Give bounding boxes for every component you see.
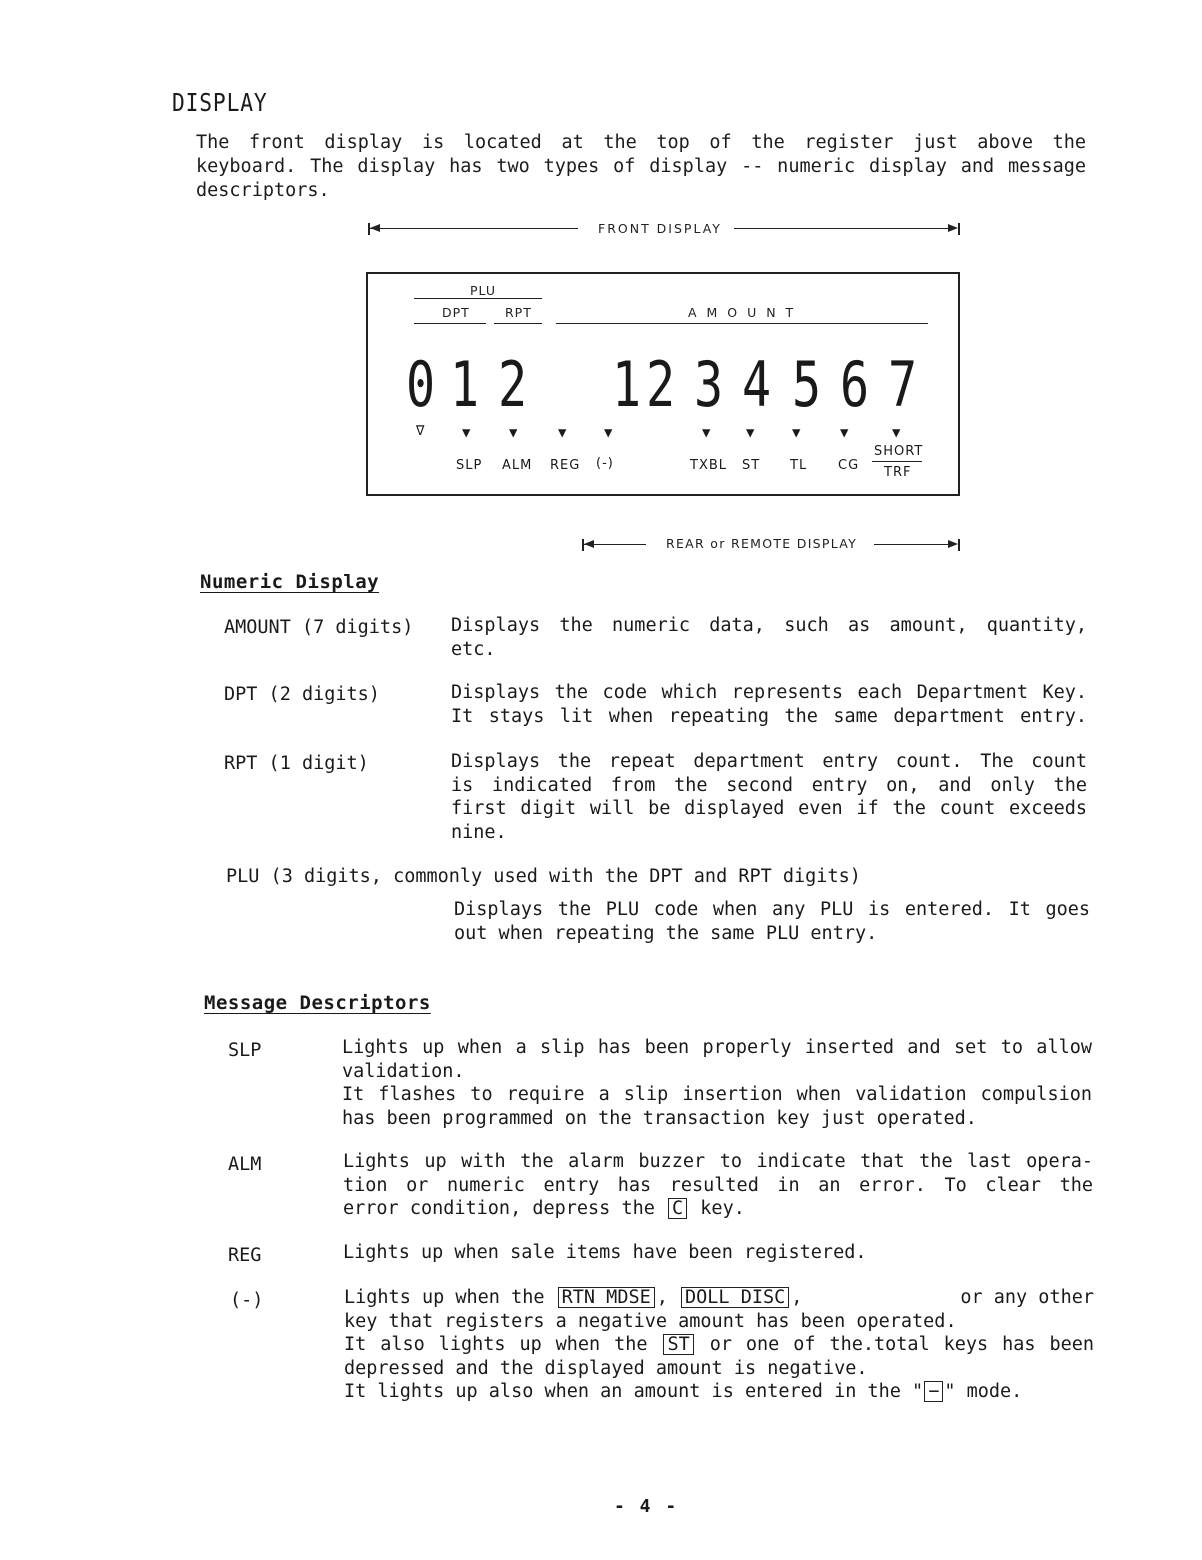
amount-term: AMOUNT (7 digits) bbox=[224, 617, 414, 638]
indicator-tl: TL bbox=[790, 458, 808, 473]
alm-description: Lights up with the alarm buzzer to indicate that the last opera- tion or numeric entry has resulted in an error. To clear the error condition, depress the C key. bbox=[343, 1151, 1093, 1219]
marker-slp: ▼ bbox=[462, 425, 471, 441]
rpt-label: RPT bbox=[505, 305, 532, 320]
amount-description: Displays the numeric data, such as amount, quantity, etc. bbox=[451, 615, 1087, 660]
intro-paragraph: The front display is located at the top of the register just above the keyboard. The display has two types of display -- numeric display and message descriptors. bbox=[196, 132, 1086, 201]
marker-txbl: ▼ bbox=[702, 425, 711, 441]
page-number: - 4 - bbox=[614, 1496, 679, 1517]
plu-overline bbox=[414, 298, 542, 299]
marker-short-trf: ▼ bbox=[892, 425, 901, 441]
amount-label: A M O U N T bbox=[688, 305, 797, 320]
short-trf-divider bbox=[872, 461, 922, 462]
marker-tl: ▼ bbox=[792, 425, 801, 441]
amount-underline bbox=[556, 323, 928, 324]
rpt-digit: 2 bbox=[498, 348, 528, 421]
minus-key-box: − bbox=[924, 1381, 943, 1402]
open-marker: ∇ bbox=[416, 423, 425, 439]
marker-cg: ▼ bbox=[840, 425, 849, 441]
minus-term: (-) bbox=[230, 1290, 264, 1311]
indicator-st: ST bbox=[742, 458, 761, 473]
front-display-label: FRONT DISPLAY bbox=[598, 221, 722, 236]
rear-display-label: REAR or REMOTE DISPLAY bbox=[666, 536, 858, 551]
amount-digit-3: 3 bbox=[694, 348, 724, 421]
marker-st: ▼ bbox=[746, 425, 755, 441]
indicator-minus: (-) bbox=[596, 456, 614, 471]
amount-digit-7: 7 bbox=[888, 348, 918, 421]
marker-minus: ▼ bbox=[604, 425, 613, 441]
clear-key-box: C bbox=[668, 1198, 687, 1219]
rpt-description: Displays the repeat department entry count. The count is indicated from the second entry on, and only the first digit will be displayed even if the count exceeds nine. bbox=[451, 751, 1087, 843]
indicator-slp: SLP bbox=[456, 458, 483, 473]
plu-description: Displays the PLU code when any PLU is entered. It goes out when repeating the same PLU entry. bbox=[454, 899, 1090, 944]
indicator-short: SHORT bbox=[874, 444, 924, 459]
st-key-box: ST bbox=[663, 1334, 693, 1355]
doll-disc-key-box: DOLL DISC bbox=[681, 1287, 789, 1308]
minus-description: Lights up when the RTN MDSE , DOLL DISC , or any other key that registers a negative amount has been operated. It also lights up when the ST or one of the.total keys has been depressed and the displayed amount is negative. It lights up also when an amount is entered in the " − " mode. bbox=[344, 1287, 1095, 1402]
dpt-underline bbox=[414, 323, 486, 324]
amount-digit-4: 4 bbox=[742, 348, 772, 421]
amount-digit-1: 1 bbox=[612, 348, 642, 421]
amount-digit-6: 6 bbox=[840, 348, 870, 421]
rtn-mdse-key-box: RTN MDSE bbox=[558, 1287, 655, 1308]
indicator-trf: TRF bbox=[884, 465, 912, 480]
amount-digit-2: 2 bbox=[646, 348, 676, 421]
slp-description: Lights up when a slip has been properly inserted and set to allow validation. It flashes to require a slip insertion when validation compulsion has been programmed on the transaction key just operated. bbox=[342, 1037, 1092, 1129]
dpt-term: DPT (2 digits) bbox=[224, 684, 380, 705]
dpt-description: Displays the code which represents each Department Key. It stays lit when repeating the same department entry. bbox=[451, 682, 1087, 727]
indicator-reg: REG bbox=[550, 458, 581, 473]
indicator-alm: ALM bbox=[502, 458, 533, 473]
indicator-txbl: TXBL bbox=[690, 458, 728, 473]
marker-reg: ▼ bbox=[558, 425, 567, 441]
dpt-digit-1: 0 bbox=[406, 348, 436, 421]
marker-alm: ▼ bbox=[509, 425, 518, 441]
reg-description: Lights up when sale items have been registered. bbox=[343, 1242, 867, 1263]
rpt-term: RPT (1 digit) bbox=[224, 753, 369, 774]
message-descriptors-title: Message Descriptors bbox=[204, 992, 431, 1014]
indicator-cg: CG bbox=[838, 458, 860, 473]
rpt-underline bbox=[494, 323, 542, 324]
amount-digit-5: 5 bbox=[792, 348, 822, 421]
dpt-digit-2: 1 bbox=[450, 348, 480, 421]
numeric-display-title: Numeric Display bbox=[200, 571, 380, 593]
page-title: DISPLAY bbox=[172, 88, 268, 117]
reg-term: REG bbox=[228, 1245, 262, 1266]
slp-term: SLP bbox=[228, 1040, 262, 1061]
display-panel bbox=[366, 272, 960, 496]
plu-label: PLU bbox=[470, 283, 497, 298]
alm-term: ALM bbox=[228, 1154, 262, 1175]
plu-term: PLU (3 digits, commonly used with the DPT and RPT digits) bbox=[226, 866, 861, 887]
dpt-label: DPT bbox=[442, 305, 470, 320]
